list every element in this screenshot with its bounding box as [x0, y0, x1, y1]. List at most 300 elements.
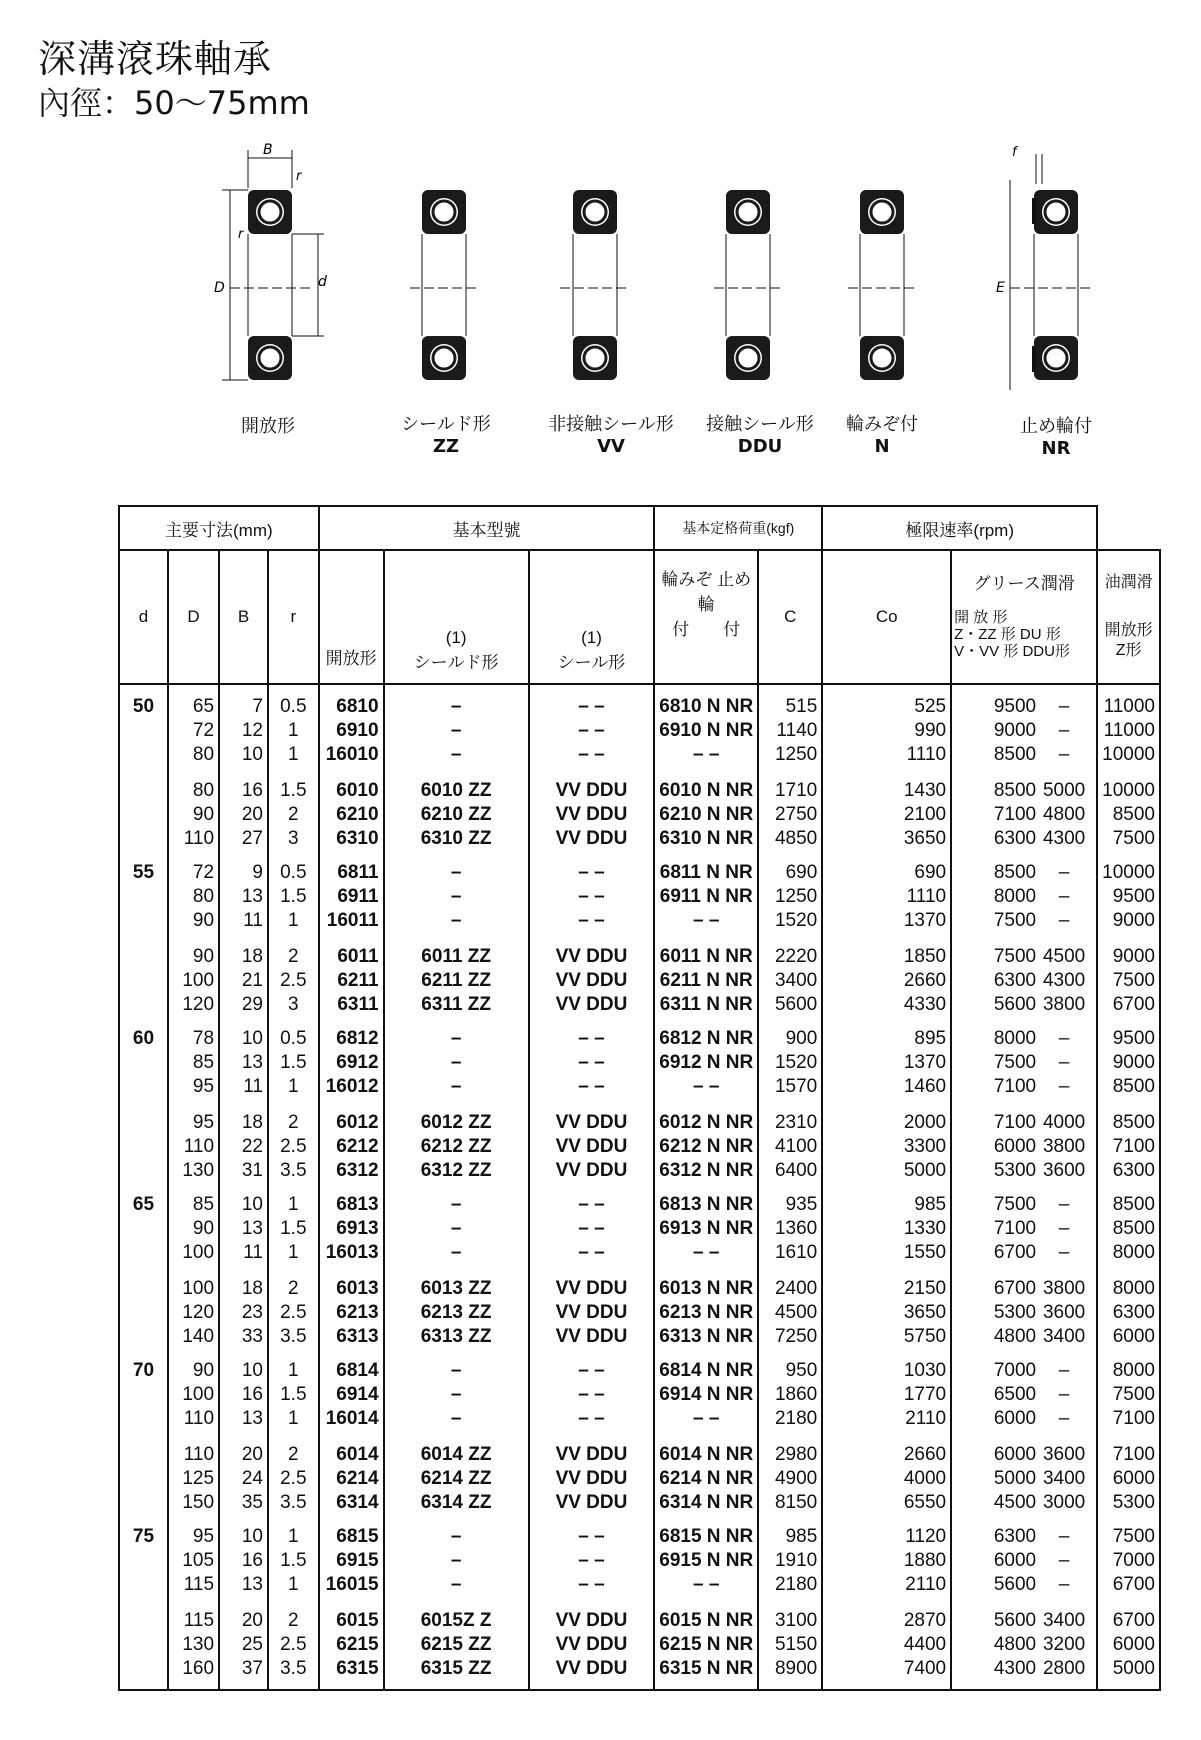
- cell-D: 100: [168, 1265, 219, 1301]
- cell-oil: 11000: [1097, 719, 1160, 743]
- cell-D: 115: [168, 1573, 219, 1597]
- cell-grease: 8000 –: [951, 1017, 1097, 1051]
- cell-open: 6815: [319, 1515, 384, 1549]
- cell-B: 9: [219, 851, 268, 885]
- cell-seal: VV DDU: [529, 969, 655, 993]
- cell-open: 6212: [319, 1135, 384, 1159]
- caption-zz: シールド形 ZZ: [401, 414, 491, 457]
- svg-text:d: d: [318, 274, 327, 290]
- cell-D: 120: [168, 993, 219, 1017]
- cell-oil: 8000: [1097, 1349, 1160, 1383]
- cell-grease: 4300 2800: [951, 1657, 1097, 1690]
- cell-zz: 6213 ZZ: [384, 1301, 529, 1325]
- cell-zz: 6013 ZZ: [384, 1265, 529, 1301]
- cell-r: 1.5: [268, 1383, 319, 1407]
- cell-zz: 6310 ZZ: [384, 827, 529, 851]
- table-row: [119, 933, 1160, 969]
- cell-grease: 6000 –: [951, 1407, 1097, 1431]
- cell-C: 2310: [758, 1099, 822, 1135]
- cell-r: 3: [268, 993, 319, 1017]
- cell-oil: 9000: [1097, 1051, 1160, 1075]
- svg-text:r: r: [238, 227, 244, 242]
- cell-oil: 6000: [1097, 1633, 1160, 1657]
- cell-C: 8900: [758, 1657, 822, 1690]
- cell-C: 900: [758, 1017, 822, 1051]
- svg-text:E: E: [996, 280, 1005, 296]
- header-oil: 油潤滑 開放形 Z形: [1097, 550, 1160, 684]
- cell-D: 130: [168, 1633, 219, 1657]
- cell-r: 2.5: [268, 969, 319, 993]
- cell-nnr: 6812 N NR: [654, 1017, 758, 1051]
- table-row: [119, 1407, 1160, 1431]
- cell-Co: 3650: [822, 1301, 951, 1325]
- cell-seal: VV DDU: [529, 827, 655, 851]
- table-row: [119, 1549, 1160, 1573]
- cell-seal: – –: [529, 1549, 655, 1573]
- cell-B: 20: [219, 803, 268, 827]
- cell-B: 23: [219, 1301, 268, 1325]
- cell-D: 72: [168, 719, 219, 743]
- cell-grease: 7500 –: [951, 909, 1097, 933]
- cell-open: 6811: [319, 851, 384, 885]
- cell-B: 18: [219, 1265, 268, 1301]
- cell-D: 110: [168, 1135, 219, 1159]
- cell-Co: 985: [822, 1183, 951, 1217]
- cell-zz: –: [384, 1217, 529, 1241]
- cell-B: 13: [219, 1573, 268, 1597]
- cell-r: 1: [268, 1407, 319, 1431]
- cell-B: 10: [219, 1349, 268, 1383]
- cell-B: 35: [219, 1491, 268, 1515]
- bearing-diagrams: [0, 140, 1201, 400]
- cell-C: 5600: [758, 993, 822, 1017]
- cell-C: 935: [758, 1183, 822, 1217]
- cell-Co: 2660: [822, 1431, 951, 1467]
- cell-grease: 6700 3800: [951, 1265, 1097, 1301]
- header-grease: グリース潤滑 開 放 形 Z・ZZ 形 DU 形 V・VV 形 DDU形: [951, 550, 1097, 684]
- cell-open: 6315: [319, 1657, 384, 1690]
- cell-oil: 6300: [1097, 1301, 1160, 1325]
- cell-nnr: 6015 N NR: [654, 1597, 758, 1633]
- cell-grease: 6300 4300: [951, 969, 1097, 993]
- cell-oil: 9000: [1097, 909, 1160, 933]
- table-row: [119, 1135, 1160, 1159]
- cell-r: 1: [268, 1075, 319, 1099]
- cell-oil: 8000: [1097, 1241, 1160, 1265]
- caption-open: 開放形: [241, 416, 295, 437]
- cell-open: 16010: [319, 743, 384, 767]
- cell-d: 60: [119, 1017, 168, 1051]
- cell-C: 1570: [758, 1075, 822, 1099]
- cell-r: 0.5: [268, 1017, 319, 1051]
- cell-D: 95: [168, 1099, 219, 1135]
- table-row: [119, 1349, 1160, 1383]
- cell-d: [119, 1549, 168, 1573]
- cell-r: 1.5: [268, 1549, 319, 1573]
- cell-B: 10: [219, 1183, 268, 1217]
- cell-C: 1250: [758, 743, 822, 767]
- cell-oil: 7100: [1097, 1407, 1160, 1431]
- table-row: [119, 1301, 1160, 1325]
- svg-text:D: D: [214, 280, 225, 296]
- cell-open: 6314: [319, 1491, 384, 1515]
- cell-nnr: 6813 N NR: [654, 1183, 758, 1217]
- cell-r: 2: [268, 1597, 319, 1633]
- bearing-nr-icon: [996, 145, 1090, 390]
- bearing-open-icon: [214, 142, 327, 380]
- cell-zz: –: [384, 1515, 529, 1549]
- cell-r: 2.5: [268, 1467, 319, 1491]
- table-row: [119, 719, 1160, 743]
- cell-oil: 9500: [1097, 885, 1160, 909]
- cell-d: [119, 767, 168, 803]
- cell-C: 3400: [758, 969, 822, 993]
- cell-oil: 6700: [1097, 1573, 1160, 1597]
- cell-B: 10: [219, 1017, 268, 1051]
- cell-seal: VV DDU: [529, 767, 655, 803]
- cell-Co: 2660: [822, 969, 951, 993]
- cell-seal: – –: [529, 1383, 655, 1407]
- cell-open: 6310: [319, 827, 384, 851]
- table-row: [119, 1431, 1160, 1467]
- cell-d: [119, 1099, 168, 1135]
- header-groove: 輪みぞ 止め輪 付 付: [654, 550, 758, 684]
- cell-oil: 6700: [1097, 993, 1160, 1017]
- cell-d: [119, 1241, 168, 1265]
- cell-grease: 6500 –: [951, 1383, 1097, 1407]
- cell-open: 6014: [319, 1431, 384, 1467]
- cell-seal: VV DDU: [529, 1633, 655, 1657]
- cell-zz: –: [384, 743, 529, 767]
- cell-oil: 8500: [1097, 1183, 1160, 1217]
- bearing-ddu-icon: [714, 190, 782, 380]
- cell-oil: 5000: [1097, 1657, 1160, 1690]
- cell-grease: 5600 3400: [951, 1597, 1097, 1633]
- cell-C: 1140: [758, 719, 822, 743]
- cell-B: 37: [219, 1657, 268, 1690]
- cell-C: 3100: [758, 1597, 822, 1633]
- cell-oil: 7500: [1097, 827, 1160, 851]
- cell-C: 2750: [758, 803, 822, 827]
- cell-B: 13: [219, 1051, 268, 1075]
- cell-seal: VV DDU: [529, 803, 655, 827]
- table-row: [119, 684, 1160, 719]
- header-load: 基本定格荷重(kgf): [654, 506, 822, 550]
- cell-oil: 10000: [1097, 743, 1160, 767]
- cell-grease: 7500 –: [951, 1051, 1097, 1075]
- cell-zz: 6014 ZZ: [384, 1431, 529, 1467]
- cell-r: 1: [268, 1349, 319, 1383]
- cell-d: [119, 1325, 168, 1349]
- cell-grease: 7100 –: [951, 1217, 1097, 1241]
- table-row: [119, 1017, 1160, 1051]
- cell-B: 10: [219, 1515, 268, 1549]
- cell-D: 100: [168, 1241, 219, 1265]
- cell-Co: 3650: [822, 827, 951, 851]
- cell-r: 3: [268, 827, 319, 851]
- cell-D: 140: [168, 1325, 219, 1349]
- cell-Co: 2100: [822, 803, 951, 827]
- cell-open: 6012: [319, 1099, 384, 1135]
- cell-zz: 6315 ZZ: [384, 1657, 529, 1690]
- cell-Co: 4330: [822, 993, 951, 1017]
- cell-zz: 6311 ZZ: [384, 993, 529, 1017]
- cell-nnr: 6815 N NR: [654, 1515, 758, 1549]
- cell-open: 16011: [319, 909, 384, 933]
- cell-open: 6312: [319, 1159, 384, 1183]
- page-title: 深溝滾珠軸承: [38, 37, 273, 81]
- cell-B: 18: [219, 1099, 268, 1135]
- cell-seal: – –: [529, 1573, 655, 1597]
- cell-D: 130: [168, 1159, 219, 1183]
- cell-open: 6214: [319, 1467, 384, 1491]
- cell-open: 6011: [319, 933, 384, 969]
- cell-D: 90: [168, 909, 219, 933]
- cell-d: [119, 993, 168, 1017]
- cell-Co: 3300: [822, 1135, 951, 1159]
- cell-d: 55: [119, 851, 168, 885]
- cell-D: 65: [168, 684, 219, 719]
- cell-open: 16014: [319, 1407, 384, 1431]
- cell-C: 4100: [758, 1135, 822, 1159]
- cell-B: 25: [219, 1633, 268, 1657]
- cell-C: 1910: [758, 1549, 822, 1573]
- cell-grease: 7100 4800: [951, 803, 1097, 827]
- cell-zz: 6214 ZZ: [384, 1467, 529, 1491]
- cell-zz: 6015Z Z: [384, 1597, 529, 1633]
- cell-grease: 8500 –: [951, 743, 1097, 767]
- cell-Co: 1430: [822, 767, 951, 803]
- cell-Co: 2150: [822, 1265, 951, 1301]
- cell-grease: 8500 5000: [951, 767, 1097, 803]
- table-row: [119, 885, 1160, 909]
- cell-B: 22: [219, 1135, 268, 1159]
- cell-nnr: 6811 N NR: [654, 851, 758, 885]
- cell-Co: 6550: [822, 1491, 951, 1515]
- cell-r: 1.5: [268, 1217, 319, 1241]
- cell-d: [119, 827, 168, 851]
- table-row: [119, 767, 1160, 803]
- cell-oil: 11000: [1097, 684, 1160, 719]
- cell-r: 1: [268, 719, 319, 743]
- cell-seal: VV DDU: [529, 993, 655, 1017]
- cell-nnr: 6314 N NR: [654, 1491, 758, 1515]
- cell-r: 1.5: [268, 885, 319, 909]
- cell-D: 90: [168, 803, 219, 827]
- cell-C: 1710: [758, 767, 822, 803]
- cell-r: 1: [268, 909, 319, 933]
- cell-d: [119, 1217, 168, 1241]
- cell-open: 6914: [319, 1383, 384, 1407]
- cell-Co: 2110: [822, 1573, 951, 1597]
- cell-open: 6213: [319, 1301, 384, 1325]
- cell-oil: 9500: [1097, 1017, 1160, 1051]
- cell-r: 2: [268, 933, 319, 969]
- bearing-vv-icon: [560, 190, 630, 380]
- caption-vv: 非接触シール形 VV: [548, 414, 674, 457]
- header-main-dims: 主要寸法(mm): [119, 506, 319, 550]
- cell-r: 0.5: [268, 684, 319, 719]
- cell-C: 8150: [758, 1491, 822, 1515]
- cell-zz: 6210 ZZ: [384, 803, 529, 827]
- cell-D: 85: [168, 1051, 219, 1075]
- cell-zz: –: [384, 1075, 529, 1099]
- cell-d: [119, 719, 168, 743]
- cell-d: [119, 1467, 168, 1491]
- cell-d: [119, 803, 168, 827]
- cell-grease: 6300 4300: [951, 827, 1097, 851]
- cell-seal: VV DDU: [529, 1657, 655, 1690]
- cell-r: 2.5: [268, 1301, 319, 1325]
- cell-grease: 7500 –: [951, 1183, 1097, 1217]
- cell-zz: –: [384, 719, 529, 743]
- cell-D: 85: [168, 1183, 219, 1217]
- table-row: [119, 1075, 1160, 1099]
- cell-nnr: 6214 N NR: [654, 1467, 758, 1491]
- cell-nnr: 6014 N NR: [654, 1431, 758, 1467]
- cell-zz: –: [384, 1383, 529, 1407]
- header-B: B: [219, 550, 268, 684]
- cell-nnr: 6910 N NR: [654, 719, 758, 743]
- cell-seal: – –: [529, 1241, 655, 1265]
- cell-C: 950: [758, 1349, 822, 1383]
- cell-r: 2: [268, 803, 319, 827]
- cell-d: [119, 1573, 168, 1597]
- cell-Co: 1370: [822, 909, 951, 933]
- cell-d: [119, 1159, 168, 1183]
- cell-seal: – –: [529, 851, 655, 885]
- cell-D: 100: [168, 1383, 219, 1407]
- cell-C: 7250: [758, 1325, 822, 1349]
- header-basic-type: 基本型號: [319, 506, 655, 550]
- cell-D: 160: [168, 1657, 219, 1690]
- cell-grease: 5300 3600: [951, 1159, 1097, 1183]
- cell-B: 11: [219, 1075, 268, 1099]
- cell-open: 16012: [319, 1075, 384, 1099]
- cell-nnr: 6012 N NR: [654, 1099, 758, 1135]
- cell-d: [119, 1407, 168, 1431]
- cell-nnr: 6915 N NR: [654, 1549, 758, 1573]
- cell-open: 6015: [319, 1597, 384, 1633]
- cell-grease: 4800 3200: [951, 1633, 1097, 1657]
- cell-oil: 7500: [1097, 1383, 1160, 1407]
- cell-seal: VV DDU: [529, 1431, 655, 1467]
- cell-oil: 10000: [1097, 767, 1160, 803]
- cell-open: 6911: [319, 885, 384, 909]
- cell-B: 18: [219, 933, 268, 969]
- cell-grease: 5300 3600: [951, 1301, 1097, 1325]
- cell-B: 24: [219, 1467, 268, 1491]
- cell-grease: 8500 –: [951, 851, 1097, 885]
- cell-B: 16: [219, 1549, 268, 1573]
- cell-oil: 6000: [1097, 1467, 1160, 1491]
- cell-C: 4900: [758, 1467, 822, 1491]
- cell-zz: –: [384, 1349, 529, 1383]
- cell-open: 6910: [319, 719, 384, 743]
- cell-seal: – –: [529, 885, 655, 909]
- cell-Co: 990: [822, 719, 951, 743]
- cell-grease: 9500 –: [951, 684, 1097, 719]
- cell-D: 100: [168, 969, 219, 993]
- cell-open: 6915: [319, 1549, 384, 1573]
- cell-C: 2220: [758, 933, 822, 969]
- cell-nnr: 6211 N NR: [654, 969, 758, 993]
- cell-nnr: 6912 N NR: [654, 1051, 758, 1075]
- cell-seal: VV DDU: [529, 1325, 655, 1349]
- cell-r: 3.5: [268, 1325, 319, 1349]
- cell-B: 20: [219, 1597, 268, 1633]
- cell-zz: 6215 ZZ: [384, 1633, 529, 1657]
- cell-oil: 10000: [1097, 851, 1160, 885]
- cell-nnr: 6315 N NR: [654, 1657, 758, 1690]
- cell-open: 6013: [319, 1265, 384, 1301]
- cell-nnr: 6212 N NR: [654, 1135, 758, 1159]
- table-row: [119, 1657, 1160, 1690]
- cell-r: 1: [268, 1573, 319, 1597]
- table-row: [119, 851, 1160, 885]
- cell-C: 1520: [758, 1051, 822, 1075]
- cell-C: 5150: [758, 1633, 822, 1657]
- cell-seal: – –: [529, 1515, 655, 1549]
- cell-r: 1: [268, 1515, 319, 1549]
- cell-nnr: 6310 N NR: [654, 827, 758, 851]
- cell-d: [119, 1383, 168, 1407]
- cell-d: [119, 969, 168, 993]
- table-row: [119, 1633, 1160, 1657]
- table-row: [119, 1241, 1160, 1265]
- cell-oil: 8000: [1097, 1265, 1160, 1301]
- cell-grease: 7500 4500: [951, 933, 1097, 969]
- cell-C: 2180: [758, 1407, 822, 1431]
- cell-C: 2400: [758, 1265, 822, 1301]
- cell-B: 13: [219, 1407, 268, 1431]
- table-row: [119, 827, 1160, 851]
- table-row: [119, 1491, 1160, 1515]
- cell-nnr: 6210 N NR: [654, 803, 758, 827]
- cell-seal: VV DDU: [529, 1099, 655, 1135]
- cell-d: [119, 909, 168, 933]
- cell-nnr: – –: [654, 909, 758, 933]
- cell-oil: 7500: [1097, 1515, 1160, 1549]
- cell-seal: – –: [529, 1051, 655, 1075]
- cell-seal: – –: [529, 719, 655, 743]
- cell-nnr: – –: [654, 1241, 758, 1265]
- header-open: 開放形: [319, 550, 384, 684]
- cell-grease: 6000 3600: [951, 1431, 1097, 1467]
- table-row: [119, 1099, 1160, 1135]
- cell-nnr: 6913 N NR: [654, 1217, 758, 1241]
- bearing-shield-icon: [410, 190, 478, 380]
- table-row: [119, 1325, 1160, 1349]
- cell-open: 16015: [319, 1573, 384, 1597]
- caption-n: 輪みぞ付 N: [846, 414, 918, 457]
- cell-r: 3.5: [268, 1491, 319, 1515]
- cell-d: [119, 1657, 168, 1690]
- cell-zz: –: [384, 1183, 529, 1217]
- cell-C: 2180: [758, 1573, 822, 1597]
- cell-nnr: 6810 N NR: [654, 684, 758, 719]
- cell-seal: – –: [529, 1017, 655, 1051]
- cell-open: 6311: [319, 993, 384, 1017]
- cell-open: 16013: [319, 1241, 384, 1265]
- table-row: [119, 1515, 1160, 1549]
- cell-nnr: 6914 N NR: [654, 1383, 758, 1407]
- cell-grease: 7000 –: [951, 1349, 1097, 1383]
- cell-Co: 5750: [822, 1325, 951, 1349]
- cell-C: 690: [758, 851, 822, 885]
- cell-zz: –: [384, 1051, 529, 1075]
- cell-seal: VV DDU: [529, 1597, 655, 1633]
